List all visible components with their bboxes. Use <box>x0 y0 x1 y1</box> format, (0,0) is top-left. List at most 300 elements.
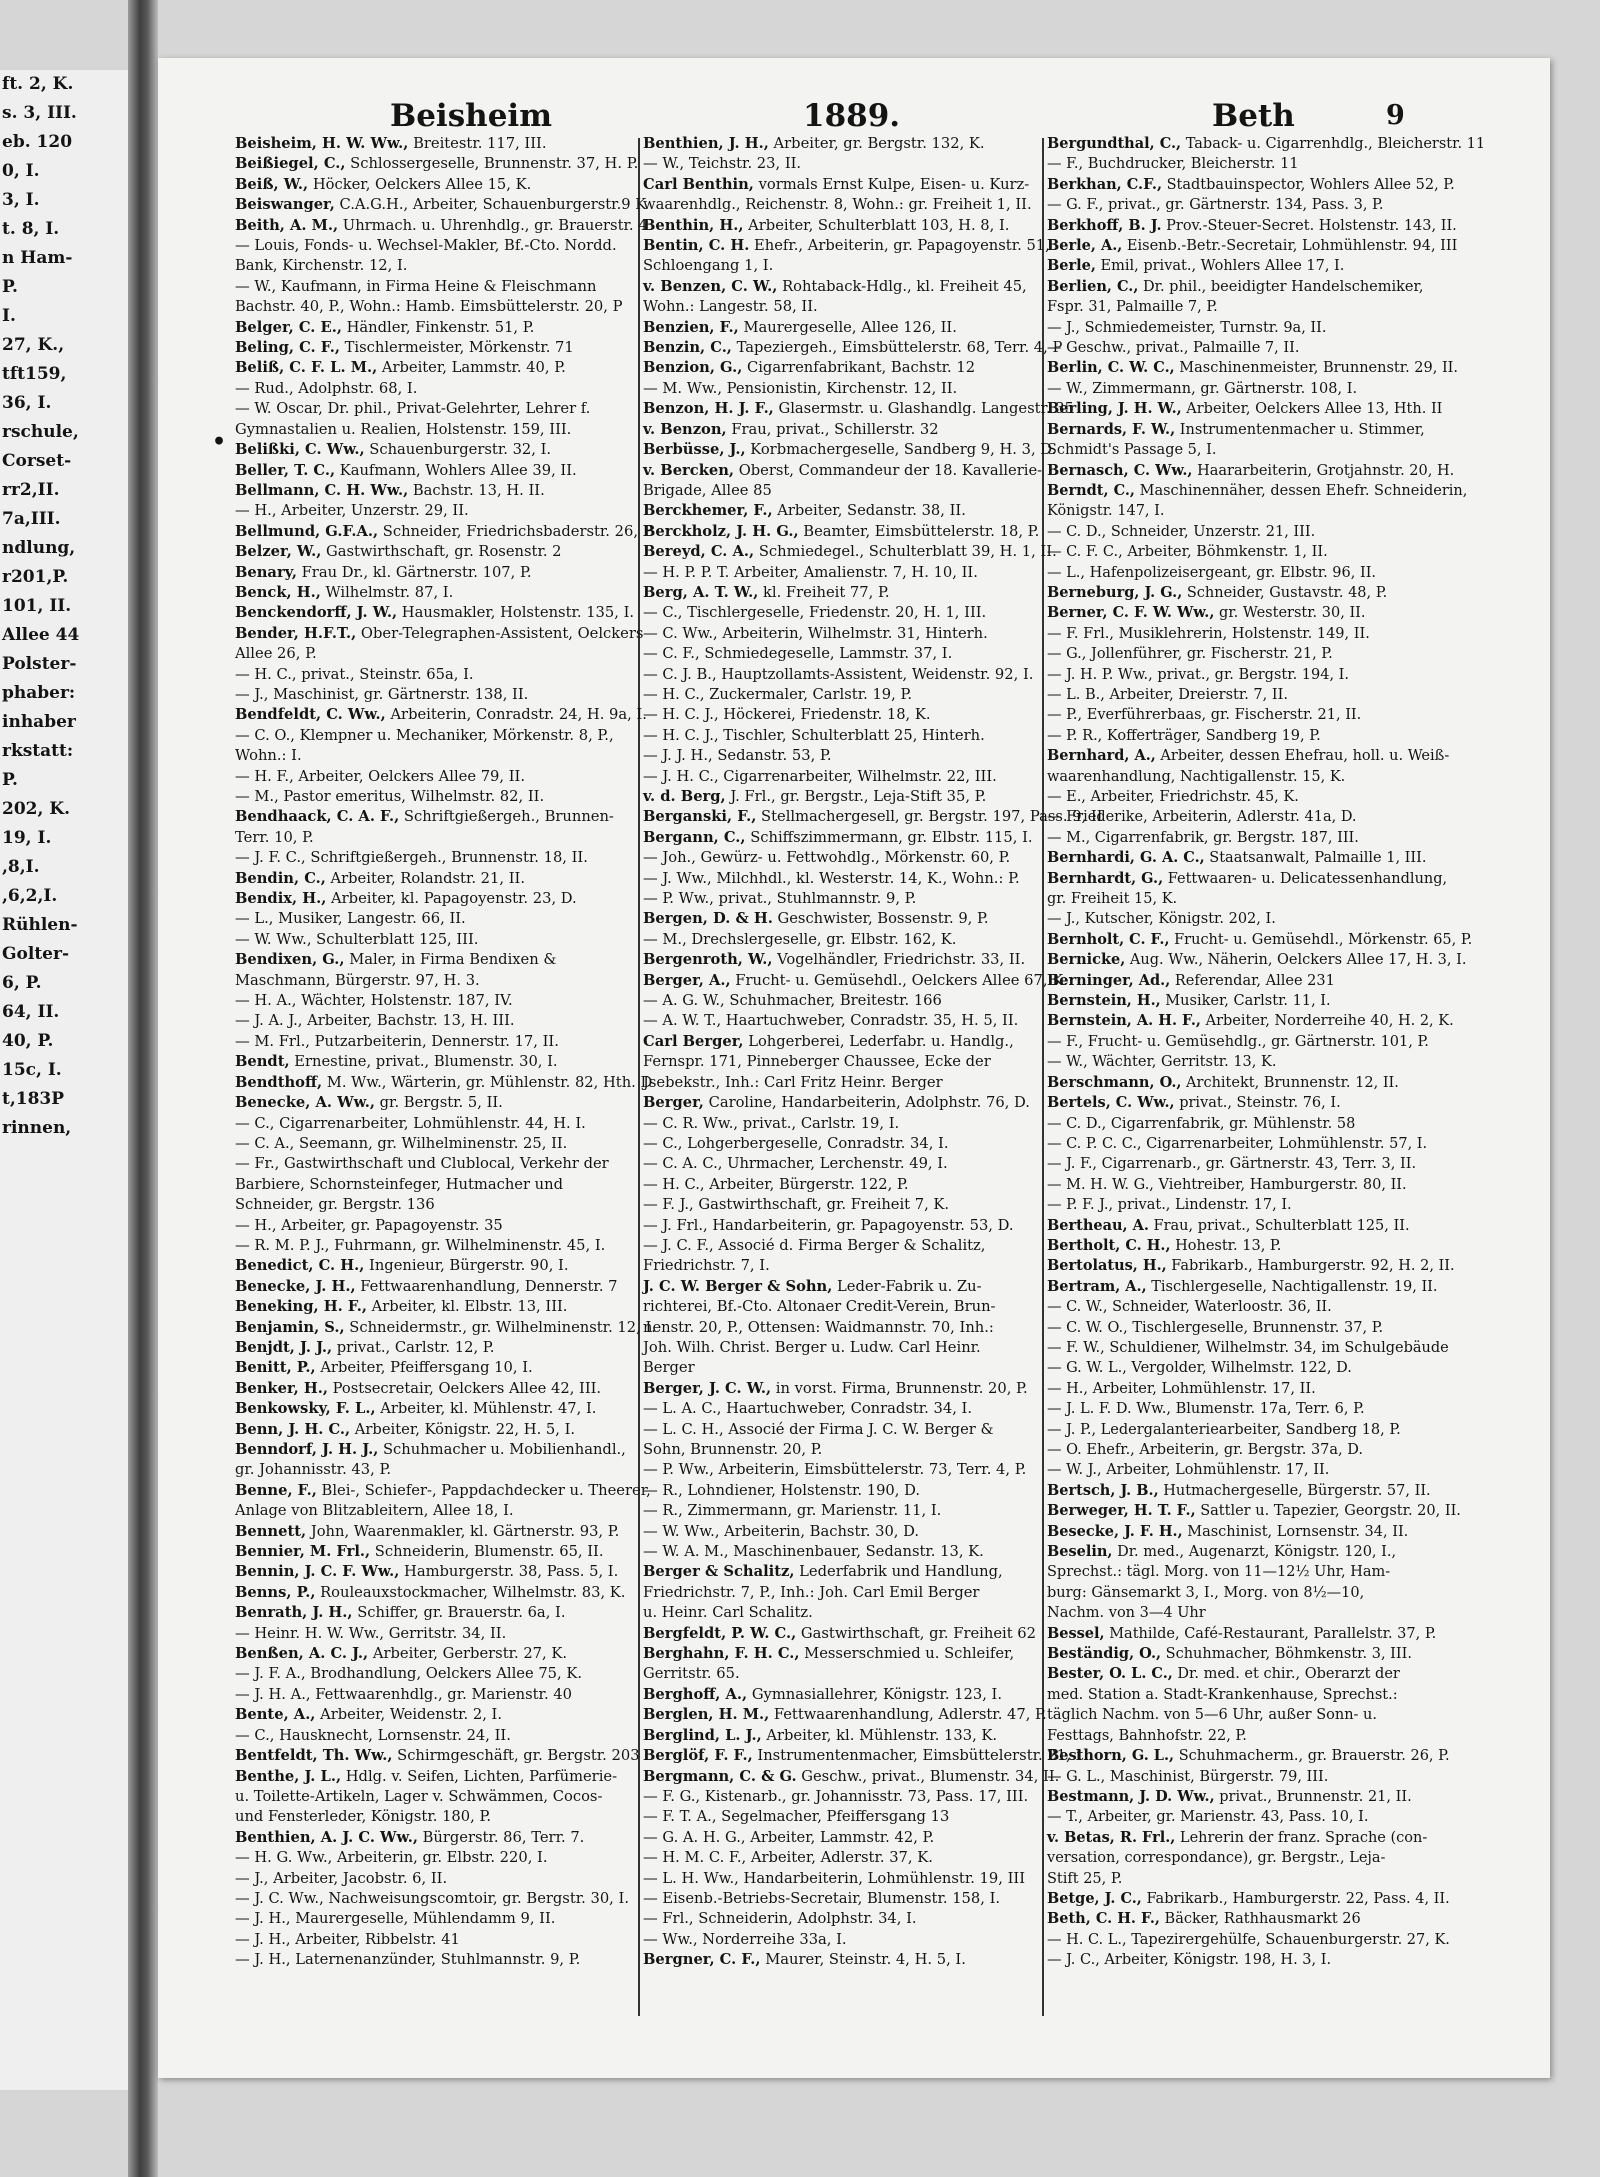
entry-surname: Besecke, J. F. H., <box>1047 1522 1183 1540</box>
entry-details: Messerschmied u. Schleifer, <box>799 1645 1015 1663</box>
directory-entry <box>643 481 1043 501</box>
entry-surname: Bendthoff, <box>235 1073 323 1091</box>
entry-surname: Benckendorff, J. W., <box>235 604 398 622</box>
entry-details: Maurer, Steinstr. 4, H. 5, I. <box>760 1951 966 1969</box>
entry-details: Vogelhändler, Friedrichstr. 33, II. <box>772 951 1026 969</box>
entry-surname: Bentin, C. H. <box>643 237 750 255</box>
directory-entry <box>1047 583 1549 603</box>
directory-entry <box>1047 1603 1549 1623</box>
directory-entry <box>643 195 1043 215</box>
entry-details: Arbeiter, Schulterblatt 103, H. 8, I. <box>743 216 1010 234</box>
directory-entry <box>235 1644 639 1664</box>
entry-details: — L. A. C., Haartuchweber, Conradstr. 34, I. <box>643 1400 973 1418</box>
entry-surname: Berckholz, J. H. G., <box>643 522 799 540</box>
directory-entry <box>235 154 639 174</box>
entry-surname: Bendt, <box>235 1053 290 1071</box>
entry-surname: Benjdt, J. J., <box>235 1338 333 1356</box>
directory-entry <box>235 1420 639 1440</box>
entry-details: in vorst. Firma, Brunnenstr. 20, P. <box>771 1379 1028 1397</box>
entry-details: — G. F., privat., gr. Gärtnerstr. 134, Pass. 3, P. <box>1047 197 1384 214</box>
entry-surname: v. Betas, R. Frl., <box>1047 1828 1176 1846</box>
directory-entry <box>235 1746 639 1766</box>
header-year: 1889. <box>803 98 901 134</box>
directory-entry <box>643 624 1043 644</box>
directory-entry <box>235 1154 639 1174</box>
book-binding-gutter <box>128 0 158 2177</box>
entry-details: Arbeiter, kl. Elbstr. 13, III. <box>367 1298 568 1316</box>
entry-details: Nachm. von 3—4 Uhr <box>1047 1605 1206 1622</box>
directory-entry <box>235 542 639 562</box>
directory-entry <box>1047 1848 1549 1868</box>
entry-details: — F. W., Schuldiener, Wilhelmstr. 34, im Schulgebäude <box>1047 1339 1449 1356</box>
directory-entry <box>643 1542 1043 1562</box>
directory-entry <box>1047 644 1549 664</box>
directory-entry <box>1047 746 1549 766</box>
entry-details: u. Heinr. Carl Schalitz. <box>643 1604 813 1622</box>
entry-details: — Frl., Schneiderin, Adolphstr. 34, I. <box>643 1910 917 1928</box>
directory-entry <box>235 807 639 827</box>
directory-entry <box>643 1522 1043 1542</box>
directory-entry <box>1047 1664 1549 1684</box>
entry-details: privat., Carlstr. 12, P. <box>332 1338 495 1356</box>
directory-entry <box>235 1787 639 1807</box>
prev-page-fragment: n Ham- <box>2 248 73 268</box>
directory-entry <box>1047 379 1549 399</box>
directory-entry <box>1047 705 1549 725</box>
entry-details: Geschw., privat., Blumenstr. 34, II. <box>796 1767 1060 1785</box>
entry-details: kl. Freiheit 77, P. <box>758 583 890 601</box>
directory-entry <box>643 1032 1043 1052</box>
entry-details: Schuhmacher, Böhmkenstr. 3, III. <box>1161 1646 1412 1663</box>
directory-entry <box>235 1501 639 1521</box>
entry-surname: Bertsch, J. B., <box>1047 1481 1159 1499</box>
entry-surname: Benzien, F., <box>643 318 739 336</box>
prev-page-fragment: 101, II. <box>2 596 72 616</box>
prev-page-fragment: t. 8, I. <box>2 219 60 239</box>
directory-entry <box>1047 726 1549 746</box>
entry-details: — J. H. A., Fettwaarenhdlg., gr. Marienstr. 40 <box>235 1685 572 1703</box>
entry-details: Ehefr., Arbeiterin, gr. Papagoyenstr. 51, <box>749 237 1050 255</box>
entry-surname: Bertolatus, H., <box>1047 1257 1167 1275</box>
entry-details: — Eisenb.-Betriebs-Secretair, Blumenstr. 158, I. <box>643 1889 1001 1907</box>
entry-details: waarenhandlung, Nachtigallenstr. 15, K. <box>1047 768 1346 785</box>
entry-details: Rohtaback-Hdlg., kl. Freiheit 45, <box>777 277 1027 295</box>
directory-entry <box>1047 1889 1549 1909</box>
directory-entry <box>235 1175 639 1195</box>
directory-entry <box>643 603 1043 623</box>
directory-entry <box>643 1583 1043 1603</box>
entry-details: — W. Ww., Schulterblatt 125, III. <box>235 930 479 948</box>
entry-surname: Berneburg, J. G., <box>1047 583 1183 601</box>
entry-details: — M. Frl., Putzarbeiterin, Dennerstr. 17, II. <box>235 1032 559 1050</box>
entry-details: Arbeiter, Lammstr. 40, P. <box>377 359 566 377</box>
entry-surname: Benker, H., <box>235 1379 328 1397</box>
entry-details: — J. F. A., Brodhandlung, Oelckers Allee 75, K. <box>235 1665 582 1683</box>
directory-entry <box>643 909 1043 929</box>
entry-details: täglich Nachm. von 5—6 Uhr, außer Sonn- u. <box>1047 1707 1377 1724</box>
directory-entry <box>1047 236 1549 256</box>
entry-surname: Bernards, F. W., <box>1047 420 1176 438</box>
entry-details: — W., Zimmermann, gr. Gärtnerstr. 108, I. <box>1047 380 1358 397</box>
entry-details: — J. Ww., Milchhdl., kl. Westerstr. 14, K., Wohn.: P. <box>643 869 1020 887</box>
entry-details: Dr. phil., beeidigter Handelschemiker, <box>1138 278 1424 295</box>
entry-details: — H. C., privat., Steinstr. 65a, I. <box>235 665 474 683</box>
entry-details: — F. J., Gastwirthschaft, gr. Freiheit 7, K. <box>643 1196 950 1214</box>
directory-entry <box>1047 1011 1549 1031</box>
directory-entry <box>643 563 1043 583</box>
entry-surname: Bernhardi, G. A. C., <box>1047 849 1205 867</box>
directory-entry <box>1047 1562 1549 1582</box>
entry-details: — C., Lohgerbergeselle, Conradstr. 34, I. <box>643 1134 949 1152</box>
directory-entry <box>235 705 647 725</box>
directory-entry <box>1047 195 1549 215</box>
directory-entry <box>235 522 653 542</box>
entry-details: Hamburgerstr. 38, Pass. 5, I. <box>399 1563 619 1581</box>
entry-details: Uhrmach. u. Uhrenhdlg., gr. Brauerstr. 4 <box>338 216 648 234</box>
directory-entry <box>235 1624 639 1644</box>
directory-entry <box>235 1869 639 1889</box>
entry-surname: v. Benzen, C. W., <box>643 277 778 295</box>
directory-entry <box>643 1256 1043 1276</box>
directory-entry <box>235 644 639 664</box>
entry-surname: Bendin, C., <box>235 869 326 887</box>
entry-details: Arbeiter, Weidenstr. 2, I. <box>315 1706 503 1724</box>
entry-details: Dr. med., Augenarzt, Königstr. 120, I., <box>1112 1544 1397 1561</box>
directory-column-1 <box>235 134 656 2034</box>
entry-details: — C. F. C., Arbeiter, Böhmkenstr. 1, II. <box>1047 544 1328 561</box>
entry-details: Maschinist, Lornsenstr. 34, II. <box>1182 1523 1409 1540</box>
entry-surname: Berglind, L. J., <box>643 1726 762 1744</box>
entry-details: — J. F. C., Schriftgießergeh., Brunnenstr. 18, II. <box>235 849 588 867</box>
entry-details: Arbeiter, kl. Mühlenstr. 133, K. <box>761 1726 998 1744</box>
directory-entry <box>643 1481 1043 1501</box>
entry-details: Wohn.: I. <box>235 747 302 765</box>
directory-entry <box>235 1011 639 1031</box>
entry-details: Beamter, Eimsbüttelerstr. 18, P. <box>798 522 1040 540</box>
entry-surname: Beständig, O., <box>1047 1645 1162 1663</box>
entry-surname: Benjamin, S., <box>235 1318 345 1336</box>
directory-entry <box>643 787 1043 807</box>
directory-entry <box>1047 256 1549 276</box>
directory-entry <box>1047 1685 1549 1705</box>
directory-entry <box>235 1256 639 1276</box>
directory-entry <box>643 1603 1043 1623</box>
prev-page-fragment: inhaber <box>2 712 76 732</box>
prev-page-fragment: ft. 2, K. <box>2 74 74 94</box>
entry-details: Bäcker, Rathhausmarkt 26 <box>1159 1911 1361 1928</box>
entry-surname: Berninger, Ad., <box>1047 971 1171 989</box>
directory-entry <box>235 420 639 440</box>
entry-details: Friedrichstr. 7, P., Inh.: Joh. Carl Emil Berger <box>643 1583 980 1601</box>
entry-details: — J. H., Maurergeselle, Mühlendamm 9, II. <box>235 1910 556 1928</box>
entry-details: — R., Zimmermann, gr. Marienstr. 11, I. <box>643 1502 942 1520</box>
directory-entry <box>1047 971 1549 991</box>
entry-surname: Berger, <box>643 1094 704 1112</box>
entry-details: gr. Freiheit 15, K. <box>1047 891 1178 908</box>
directory-entry <box>643 542 1057 562</box>
directory-entry <box>1047 154 1549 174</box>
entry-details: Maler, in Firma Bendixen & <box>344 951 557 969</box>
directory-column-3 <box>1047 134 1549 2034</box>
entry-details: — O. Ehefr., Arbeiterin, gr. Bergstr. 37a, D. <box>1047 1442 1363 1458</box>
entry-surname: Carl Benthin, <box>643 175 754 193</box>
entry-details: Schneidermstr., gr. Wilhelminenstr. 12, I. <box>344 1318 656 1336</box>
entry-details: Bank, Kirchenstr. 12, I. <box>235 257 408 275</box>
entry-details: Arbeiter, Norderreihe 40, H. 2, K. <box>1200 1013 1454 1030</box>
directory-entry <box>643 930 1043 950</box>
entry-details: Festtags, Bahnhofstr. 22, P. <box>1047 1727 1247 1744</box>
entry-details: — J. H., Laternenanzünder, Stuhlmannstr. 9, P. <box>235 1951 581 1969</box>
entry-details: Jsebekstr., Inh.: Carl Fritz Heinr. Berger <box>643 1073 943 1091</box>
entry-details: Frucht- u. Gemüsehdl., Mörkenstr. 65, P. <box>1169 931 1473 948</box>
entry-details: Hausmakler, Holstenstr. 135, I. <box>397 604 635 622</box>
directory-entry <box>1047 1358 1549 1378</box>
directory-entry <box>235 1807 639 1827</box>
entry-details: vormals Ernst Kulpe, Eisen- u. Kurz- <box>753 175 1030 193</box>
entry-details: Breitestr. 117, III. <box>408 135 547 152</box>
entry-details: Haararbeiterin, Grotjahnstr. 20, H. <box>1192 462 1455 479</box>
entry-details: — M., Cigarrenfabrik, gr. Bergstr. 187, III. <box>1047 829 1359 846</box>
prev-page-fragment: 19, I. <box>2 828 52 848</box>
directory-entry <box>1047 358 1549 378</box>
directory-entry <box>643 1195 1043 1215</box>
entry-details: J. Frl., gr. Bergstr., Leja-Stift 35, P. <box>725 788 987 805</box>
directory-entry <box>643 705 1043 725</box>
directory-entry <box>235 1052 639 1072</box>
directory-entry <box>1047 889 1549 909</box>
directory-entry <box>643 440 1057 460</box>
directory-entry <box>643 1848 1043 1868</box>
directory-entry <box>235 869 639 889</box>
directory-entry <box>1047 1338 1549 1358</box>
entry-details: Tapeziergeh., Eimsbüttelerstr. 68, Terr. 4, P <box>731 339 1063 357</box>
directory-entry <box>235 318 639 338</box>
directory-entry <box>1047 1828 1549 1848</box>
entry-details: Korbmachergeselle, Sandberg 9, H. 3, D. <box>745 441 1057 459</box>
entry-surname: Berg, A. T. W., <box>643 583 759 601</box>
entry-details: — R., Lohndiener, Holstenstr. 190, D. <box>643 1481 921 1499</box>
prev-page-fragment: 6, P. <box>2 973 42 993</box>
directory-entry <box>1047 522 1549 542</box>
directory-entry <box>643 522 1043 542</box>
directory-entry <box>643 726 1043 746</box>
entry-surname: Bernicke, <box>1047 951 1126 969</box>
directory-entry <box>235 909 639 929</box>
directory-entry <box>1047 1522 1549 1542</box>
entry-details: Caroline, Handarbeiterin, Adolphstr. 76, D. <box>703 1094 1030 1112</box>
entry-details: Gymnastalien u. Realien, Holstenstr. 159, III. <box>235 420 572 438</box>
entry-details: Glasermstr. u. Glashandlg. Langestr. 35 <box>773 400 1074 418</box>
directory-entry <box>643 1664 1043 1684</box>
entry-surname: Bergenroth, W., <box>643 951 773 969</box>
directory-entry <box>643 665 1043 685</box>
directory-entry <box>1047 1175 1549 1195</box>
prev-page-fragment: rinnen, <box>2 1118 72 1138</box>
entry-surname: Benne, F., <box>235 1481 317 1499</box>
entry-surname: Berlien, C., <box>1047 277 1139 295</box>
entry-surname: Bernasch, C. Ww., <box>1047 461 1193 479</box>
entry-details: med. Station a. Stadt-Krankenhause, Sprechst.: <box>1047 1686 1398 1703</box>
prev-page-fragment: t,183P <box>2 1089 65 1109</box>
directory-entry <box>643 1828 1043 1848</box>
prev-page-fragment: r201,P. <box>2 567 69 587</box>
entry-details: Sattler u. Tapezier, Georgstr. 20, II. <box>1195 1503 1461 1520</box>
directory-entry <box>643 1358 1043 1378</box>
entry-details: Aug. Ww., Näherin, Oelckers Allee 17, H. 3, I. <box>1125 952 1467 969</box>
entry-details: — J. A. J., Arbeiter, Bachstr. 13, H. III. <box>235 1012 515 1030</box>
entry-surname: Bertels, C. Ww., <box>1047 1094 1175 1112</box>
entry-surname: Beiß, W., <box>235 175 309 193</box>
directory-entry <box>235 1073 653 1093</box>
directory-entry <box>235 1277 639 1297</box>
entry-surname: Bertheau, A. <box>1047 1216 1149 1234</box>
directory-entry <box>235 277 639 297</box>
entry-details: — Joh., Gewürz- u. Fettwohdlg., Mörkenstr. 60, P. <box>643 849 1011 867</box>
entry-surname: Belißki, C. Ww., <box>235 441 365 459</box>
entry-surname: Betge, J. C., <box>1047 1889 1142 1907</box>
directory-entry <box>235 501 639 521</box>
entry-details: Oberst, Commandeur der 18. Kavallerie- <box>734 461 1043 479</box>
directory-entry <box>1047 787 1549 807</box>
entry-details: — H. C., Arbeiter, Bürgerstr. 122, P. <box>643 1175 909 1193</box>
directory-entry <box>1047 175 1549 195</box>
entry-surname: Bernhard, A., <box>1047 747 1156 765</box>
entry-details: Arbeiter, kl. Mühlenstr. 47, I. <box>375 1400 597 1418</box>
entry-details: Anlage von Blitzableitern, Allee 18, I. <box>235 1502 514 1520</box>
directory-entry <box>643 256 1043 276</box>
entry-details: — J. L. F. D. Ww., Blumenstr. 17a, Terr. 6, P. <box>1047 1401 1365 1418</box>
directory-entry <box>235 583 639 603</box>
directory-entry <box>643 1399 1043 1419</box>
directory-entry <box>235 1583 639 1603</box>
entry-details: — F., Frucht- u. Gemüsehdlg., gr. Gärtnerstr. 101, P. <box>1047 1033 1429 1050</box>
entry-details: Berger <box>643 1359 695 1377</box>
entry-details: — J. P., Ledergalanteriearbeiter, Sandberg 18, P. <box>1047 1421 1401 1438</box>
directory-entry <box>1047 542 1549 562</box>
directory-entry <box>1047 1399 1549 1419</box>
entry-surname: Benary, <box>235 563 297 581</box>
entry-surname: Beselin, <box>1047 1543 1113 1561</box>
entry-surname: Berganski, F., <box>643 808 757 826</box>
entry-details: Arbeiter, kl. Papagoyenstr. 23, D. <box>326 890 577 908</box>
prev-page-fragment: phaber: <box>2 683 76 703</box>
entry-details: Architekt, Brunnenstr. 12, II. <box>1181 1074 1399 1091</box>
prev-page-fragment: 3, I. <box>2 190 40 210</box>
entry-details: — C. D., Cigarrenfabrik, gr. Mühlenstr. 58 <box>1047 1115 1356 1132</box>
directory-entry <box>1047 1032 1549 1052</box>
directory-entry <box>235 1542 639 1562</box>
directory-entry <box>235 399 639 419</box>
directory-entry <box>1047 501 1549 521</box>
entry-details: — P., Everführerbaas, gr. Fischerstr. 21, II. <box>1047 707 1362 724</box>
prev-page-fragment: rr2,II. <box>2 480 60 500</box>
entry-details: Arbeiter, Pfeiffersgang 10, I. <box>315 1359 533 1377</box>
entry-surname: Bertram, A., <box>1047 1277 1147 1295</box>
entry-details: Tischlergeselle, Nachtigallenstr. 19, II. <box>1146 1278 1438 1295</box>
entry-surname: Berghahn, F. H. C., <box>643 1645 800 1663</box>
entry-details: Ober-Telegraphen-Assistent, Oelckers <box>356 624 644 642</box>
entry-details: Schloengang 1, I. <box>643 257 774 275</box>
entry-details: — H., Arbeiter, Unzerstr. 29, II. <box>235 502 469 520</box>
directory-entry <box>235 726 639 746</box>
entry-surname: v. Benzon, <box>643 420 727 438</box>
entry-details: — J., Arbeiter, Jacobstr. 6, II. <box>235 1869 448 1887</box>
entry-surname: Berger & Schalitz, <box>643 1563 795 1581</box>
directory-entry <box>643 869 1043 889</box>
prev-page-fragment: Rühlen- <box>2 915 78 935</box>
directory-entry <box>235 828 639 848</box>
directory-entry <box>235 1379 639 1399</box>
entry-details: Bachstr. 13, H. II. <box>408 481 545 499</box>
directory-entry <box>643 216 1043 236</box>
directory-entry <box>1047 440 1549 460</box>
directory-entry <box>235 1685 639 1705</box>
entry-details: Joh. Wilh. Christ. Berger u. Ludw. Carl Heinr. <box>643 1338 981 1356</box>
entry-details: — H. C. J., Höckerei, Friedenstr. 18, K. <box>643 706 931 724</box>
entry-details: Staatsanwalt, Palmaille 1, III. <box>1204 850 1427 867</box>
entry-surname: Benzin, C., <box>643 339 732 357</box>
entry-details: Maschinenmeister, Brunnenstr. 29, II. <box>1174 360 1459 377</box>
directory-entry <box>235 1603 639 1623</box>
entry-details: — F., Buchdrucker, Bleicherstr. 11 <box>1047 156 1299 173</box>
entry-details: — A. W. T., Haartuchweber, Conradstr. 35, H. 5, II. <box>643 1012 1019 1030</box>
entry-surname: Benitt, P., <box>235 1359 316 1377</box>
directory-entry <box>643 1746 1082 1766</box>
entry-details: gr. Johannisstr. 43, P. <box>235 1461 392 1479</box>
directory-entry <box>1047 461 1549 481</box>
prev-page-fragment: Golter- <box>2 944 69 964</box>
entry-surname: Benthien, J. H., <box>643 135 769 152</box>
entry-details: Lederfabrik und Handlung, <box>794 1563 1003 1581</box>
entry-details: — R. M. P. J., Fuhrmann, gr. Wilhelminenstr. 45, I. <box>235 1236 606 1254</box>
entry-surname: Berschmann, O., <box>1047 1073 1182 1091</box>
entry-surname: v. Bercken, <box>643 461 735 479</box>
entry-details: Schiffer, gr. Brauerstr. 6a, I. <box>352 1604 566 1622</box>
directory-entry <box>235 1930 639 1950</box>
previous-page-edge <box>0 70 128 2090</box>
entry-details: Frau, privat., Schillerstr. 32 <box>726 420 939 438</box>
entry-details: Maschinennäher, dessen Ehefr. Schneiderin, <box>1134 482 1468 499</box>
entry-details: Musiker, Carlstr. 11, I. <box>1160 993 1331 1010</box>
directory-entry <box>235 1726 639 1746</box>
directory-entry <box>1047 1420 1549 1440</box>
entry-details: Arbeiter, Gerberstr. 27, K. <box>368 1645 568 1663</box>
directory-entry <box>235 379 639 399</box>
entry-surname: Besthorn, G. L., <box>1047 1747 1175 1765</box>
entry-surname: Berle, <box>1047 257 1096 275</box>
prev-page-fragment: 40, P. <box>2 1031 54 1051</box>
directory-entry <box>235 216 648 236</box>
entry-surname: Berndt, C., <box>1047 481 1135 499</box>
directory-entry <box>643 1644 1043 1664</box>
entry-details: — L. B., Arbeiter, Dreierstr. 7, II. <box>1047 686 1288 703</box>
entry-details: Arbeiter, Rolandstr. 21, II. <box>325 869 525 887</box>
directory-entry <box>235 195 647 215</box>
entry-details: Wohn.: Langestr. 58, II. <box>643 298 818 316</box>
directory-entry <box>235 665 639 685</box>
directory-entry <box>643 1216 1043 1236</box>
prev-page-fragment: Allee 44 <box>2 625 80 645</box>
entry-surname: Berkhoff, B. J. <box>1047 216 1162 234</box>
entry-surname: Bender, H.F.T., <box>235 624 357 642</box>
directory-entry <box>1047 1093 1549 1113</box>
entry-details: — J. C., Arbeiter, Königstr. 198, H. 3, I. <box>1047 1952 1332 1969</box>
directory-entry <box>1047 869 1549 889</box>
directory-entry <box>1047 1542 1549 1562</box>
directory-entry <box>643 318 1043 338</box>
directory-entry <box>235 1481 651 1501</box>
entry-details: Fettwaarenhandlung, Adlerstr. 47, P. <box>769 1706 1047 1724</box>
